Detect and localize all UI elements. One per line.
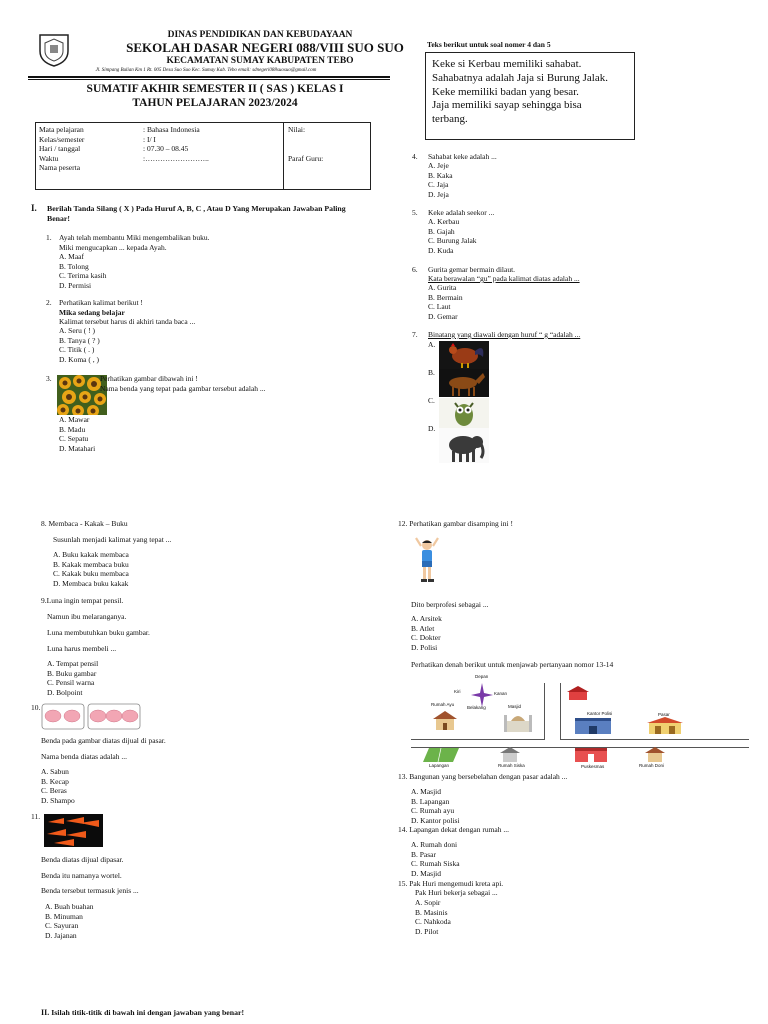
mosque-icon <box>503 709 533 733</box>
q4-options <box>428 161 453 199</box>
info-label: Mata pelajaran <box>39 125 84 134</box>
q9-line3: Luna membutuhkan buku gambar. <box>47 628 150 637</box>
option[interactable]: B. Gajah <box>428 226 455 236</box>
option[interactable]: D. Kuda <box>428 245 454 255</box>
q12-options <box>411 614 442 652</box>
option[interactable]: B. Masinis <box>415 907 448 917</box>
road-line <box>544 683 545 740</box>
q15-options <box>415 898 451 936</box>
header-address: Jl. Simpang Bulian Km 1 Rt. 005 Desa Suo Suo Kec. Sumay Kab. Tebo email: sdnegeri088suosuo@gmail.com <box>95 68 317 73</box>
compass-belakang: Belakang <box>467 705 486 710</box>
section2-num: II. <box>41 1008 50 1017</box>
q12-text: 12. Perhatikan gambar disamping ini ! <box>398 519 513 528</box>
section1-num: I. <box>31 203 37 213</box>
option[interactable]: D. Polisi <box>411 642 438 652</box>
q10-line1: Benda pada gambar diatas dijual di pasar. <box>41 736 166 745</box>
q3-num: 3. <box>46 374 52 383</box>
q2-options <box>59 326 100 364</box>
passage-line: terbang. <box>432 113 468 126</box>
option[interactable]: D. Gemar <box>428 311 458 321</box>
option[interactable]: A. Buku kakak membaca <box>53 550 129 559</box>
option[interactable]: B. Buku gambar <box>47 668 97 678</box>
q1-text <box>59 233 210 252</box>
option[interactable]: C. Dokter <box>411 633 441 643</box>
rooster-image <box>439 341 489 369</box>
q15-text: 15. Pak Huri mengemudi kreta api. <box>398 879 504 888</box>
option[interactable]: D. Masjid <box>411 868 441 878</box>
option[interactable]: C. Jaja <box>428 180 449 190</box>
paraf-label: Paraf Guru: <box>288 154 324 163</box>
option[interactable]: C. Nahkoda <box>415 917 451 927</box>
q6-text2: Kata berawalan “gu” pada kalimat diatas adalah ... <box>428 274 580 283</box>
info-label: Waktu <box>39 153 59 163</box>
exam-year: TAHUN PELAJARAN 2023/2024 <box>132 97 298 109</box>
option[interactable]: D. Koma ( , ) <box>59 354 99 364</box>
soap-image <box>41 703 141 730</box>
q9-text: 9.Luna ingin tempat pensil. <box>41 596 124 605</box>
passage-line: Keke memiliki badan yang besar. <box>432 85 579 98</box>
q2-num: 2. <box>46 298 52 307</box>
option[interactable]: B. Kecap <box>41 776 69 786</box>
option[interactable]: C. Pensil warna <box>47 678 95 688</box>
option[interactable]: C. Sepatu <box>59 434 89 444</box>
option[interactable]: A. Mawar <box>59 415 90 424</box>
q6-num: 6. <box>412 265 418 274</box>
map-label-kantor-polisi: Kantor Polisi <box>587 711 613 716</box>
q2-text <box>59 298 195 327</box>
option[interactable]: B. Madu <box>59 424 86 434</box>
q5-options <box>428 217 477 255</box>
section2-title: Isilah titik-titik di bawah ini dengan jawaban yang benar! <box>51 1008 245 1017</box>
option[interactable]: D. Jeja <box>428 189 449 199</box>
q3-line: Perhatikan gambar dibawah ini ! <box>100 374 198 383</box>
q2-sentence: Mika sedang belajar <box>59 307 125 317</box>
option[interactable]: C. Kakak buku membaca <box>53 569 129 579</box>
q4-num: 4. <box>412 152 418 161</box>
map-area <box>411 673 751 773</box>
compass-kanan: Kanan <box>494 691 508 696</box>
horse-image <box>439 369 489 397</box>
road-line <box>560 739 749 740</box>
option[interactable]: A. Sopir <box>415 898 441 907</box>
option[interactable]: B. <box>428 368 435 377</box>
option[interactable]: A. Jeje <box>428 161 449 170</box>
header-district: KECAMATAN SUMAY KABUPATEN TEBO <box>166 56 354 66</box>
option[interactable]: C. Laut <box>428 302 451 312</box>
q10-options <box>41 767 75 805</box>
q11-line3: Benda tersebut termasuk jenis ... <box>41 886 139 895</box>
map-label-masjid: Masjid <box>508 704 522 709</box>
q9-line4: Luna harus membeli ... <box>47 644 117 653</box>
section1-title: Berilah Tanda Silang ( X ) Pada Huruf A, B, C , Atau D Yang Merupakan Jawaban Paling Benar! <box>47 204 346 223</box>
option[interactable]: A. Kerbau <box>428 217 460 226</box>
q11-line2: Benda itu namanya wortel. <box>41 871 122 880</box>
option[interactable]: B. Pasar <box>411 849 436 859</box>
q1-num: 1. <box>46 233 52 242</box>
option[interactable]: D. <box>428 424 436 433</box>
info-label: Nama peserta <box>39 163 81 173</box>
option[interactable]: D. Matahari <box>59 443 96 453</box>
police-office-icon <box>573 715 613 735</box>
option[interactable]: D. Shampo <box>41 795 75 805</box>
market-icon <box>647 717 683 735</box>
map-intro: Perhatikan denah berikut untuk menjawab pertanyaan nomor 13-14 <box>411 660 614 669</box>
field-icon <box>423 748 459 762</box>
q5-num: 5. <box>412 208 418 217</box>
q15-sub: Pak Huri bekerja sebagai ... <box>415 888 498 897</box>
carrot-image <box>44 814 103 847</box>
option[interactable]: B. Kaka <box>428 170 453 180</box>
map-label-puskesmas: Puskesmas <box>581 764 605 769</box>
passage-line: Keke si Kerbau memiliki sahabat. <box>432 58 582 70</box>
q12-after: Dito berprofesi sebagai ... <box>411 600 489 609</box>
header-dept: DINAS PENDIDIKAN DAN KEBUDAYAAN <box>167 30 353 40</box>
compass-icon <box>471 683 493 707</box>
option[interactable]: B. Atlet <box>411 623 435 633</box>
map-label-lapangan: Lapangan <box>429 763 450 768</box>
header-school: SEKOLAH DASAR NEGERI 088/VIII SUO SUO <box>126 40 404 55</box>
elephant-image <box>439 428 489 463</box>
option[interactable]: A. Buah buahan <box>45 902 94 911</box>
option[interactable]: A. Maaf <box>59 252 84 261</box>
passage-title: Teks berikut untuk soal nomer 4 dan 5 <box>427 40 551 49</box>
q7-num: 7. <box>412 330 418 339</box>
map-label-pasar: Pasar <box>658 712 670 717</box>
kid-athlete-image <box>413 536 441 584</box>
road-line <box>411 739 544 740</box>
info-value: : 07.30 – 08.45 <box>143 144 189 154</box>
house-icon <box>431 709 459 731</box>
option[interactable]: D. Membaca buku kakak <box>53 578 129 588</box>
option[interactable]: C. Titik ( . ) <box>59 345 95 355</box>
option[interactable]: C. Sayuran <box>45 921 79 931</box>
q7-text: Binatang yang diawali dengan huruf “ g “adalah ... <box>428 330 581 339</box>
owl-image <box>439 398 489 428</box>
q8-sub: Susunlah menjadi kalimat yang tepat ... <box>53 535 172 544</box>
road-line <box>560 683 561 740</box>
option[interactable]: C. Rumah ayu <box>411 806 455 816</box>
q14-text: 14. Lapangan dekat dengan rumah ... <box>398 825 510 834</box>
option[interactable]: C. Burung Jalak <box>428 236 477 246</box>
option[interactable]: C. Beras <box>41 786 67 796</box>
q8-options <box>53 550 129 588</box>
option[interactable]: A. Sabun <box>41 767 69 776</box>
nilai-label: Nilai: <box>288 125 306 134</box>
map-label-rumah-doni: Rumah Doni <box>639 763 665 768</box>
q1-line: Miki mengucapkan ... kepada Ayah. <box>59 242 167 252</box>
q4-text: Sahabat keke adalah ... <box>428 152 497 161</box>
option[interactable]: D. Bolpoint <box>47 687 83 697</box>
q3-text <box>100 374 266 393</box>
option[interactable]: B. Kakak membaca buku <box>53 559 129 569</box>
q11-line1: Benda diatas dijual dipasar. <box>41 855 124 864</box>
section2-heading <box>41 1008 244 1018</box>
q13-options <box>411 787 460 825</box>
q6-options <box>428 283 463 321</box>
info-value[interactable]: :…………………….. <box>143 153 209 163</box>
option[interactable]: A. <box>428 340 436 349</box>
clinic-icon <box>574 747 608 763</box>
market-roof-icon <box>567 685 589 701</box>
option[interactable]: B. Lapangan <box>411 796 450 806</box>
q1-options <box>59 252 106 290</box>
map-label-rumah-ayu: Rumah Ayu <box>431 702 455 707</box>
option[interactable]: A. Rumah doni <box>411 840 458 849</box>
q10-num: 10. <box>31 703 41 712</box>
q10-line2: Nama benda diatas adalah ... <box>41 752 128 761</box>
option[interactable]: A. Seru ( ! ) <box>59 326 96 335</box>
map-label-rumah-siska: Rumah Siska <box>498 763 525 768</box>
option[interactable]: B. Bermain <box>428 292 463 302</box>
option[interactable]: A. Gurita <box>428 283 457 292</box>
header-rule <box>28 76 390 80</box>
q2-line: Kalimat tersebut harus di akhiri tanda baca ... <box>59 317 196 327</box>
option[interactable]: A. Tempat pensil <box>47 659 99 668</box>
option[interactable]: D. Pilot <box>415 926 439 936</box>
q6-text: Gurita gemar bermain dilaut. <box>428 265 516 274</box>
option[interactable]: D. Permisi <box>59 280 92 290</box>
q2-line: Perhatikan kalimat berikut ! <box>59 298 143 307</box>
option[interactable]: C. Rumah Siska <box>411 859 460 869</box>
info-box <box>35 122 371 190</box>
compass-kiri: Kiri <box>454 689 461 694</box>
compass-depan: Depan <box>475 674 489 679</box>
q3-line: Nama benda yang tepat pada gambar tersebut adalah ... <box>100 383 266 393</box>
q9-options <box>47 659 98 697</box>
passage-line: Jaja memiliki sayap sehingga bisa <box>432 99 582 112</box>
q5-text: Keke adalah seekor ... <box>428 208 495 217</box>
info-box-divider <box>283 123 284 189</box>
q11-options <box>45 902 94 940</box>
option[interactable]: D. Jajanan <box>45 930 77 940</box>
info-label: Hari / tanggal <box>39 144 81 154</box>
q3-options <box>59 415 95 453</box>
option[interactable]: D. Kantor polisi <box>411 815 460 825</box>
option[interactable]: B. Tanya ( ? ) <box>59 335 100 345</box>
house-icon <box>644 746 666 762</box>
info-value: : I/ I <box>143 134 156 144</box>
option[interactable]: C. Terima kasih <box>59 271 107 281</box>
q8-text: 8. Membaca - Kakak – Buku <box>41 519 128 528</box>
option[interactable]: A. Masjid <box>411 787 441 796</box>
house-icon <box>499 746 521 762</box>
option[interactable]: C. <box>428 396 435 405</box>
exam-title: SUMATIF AKHIR SEMESTER II ( SAS ) KELAS I <box>86 83 344 95</box>
q14-options <box>411 840 460 878</box>
option[interactable]: B. Minuman <box>45 911 83 921</box>
passage-line: Sahabatnya adalah Jaja si Burung Jalak. <box>432 71 608 84</box>
option[interactable]: B. Tolong <box>59 261 89 271</box>
q1-line: Ayah telah membantu Miki mengembalikan buku. <box>59 233 210 242</box>
passage-box <box>425 52 635 140</box>
q9-line2: Namun ibu melaranganya. <box>47 612 127 621</box>
q13-text: 13. Bangunan yang bersebelahan dengan pasar adalah ... <box>398 772 568 781</box>
info-value: : Bahasa Indonesia <box>143 125 200 134</box>
option[interactable]: A. Arsitek <box>411 614 442 623</box>
q11-num: 11. <box>31 812 41 821</box>
info-label: Kelas/semester <box>39 134 85 144</box>
